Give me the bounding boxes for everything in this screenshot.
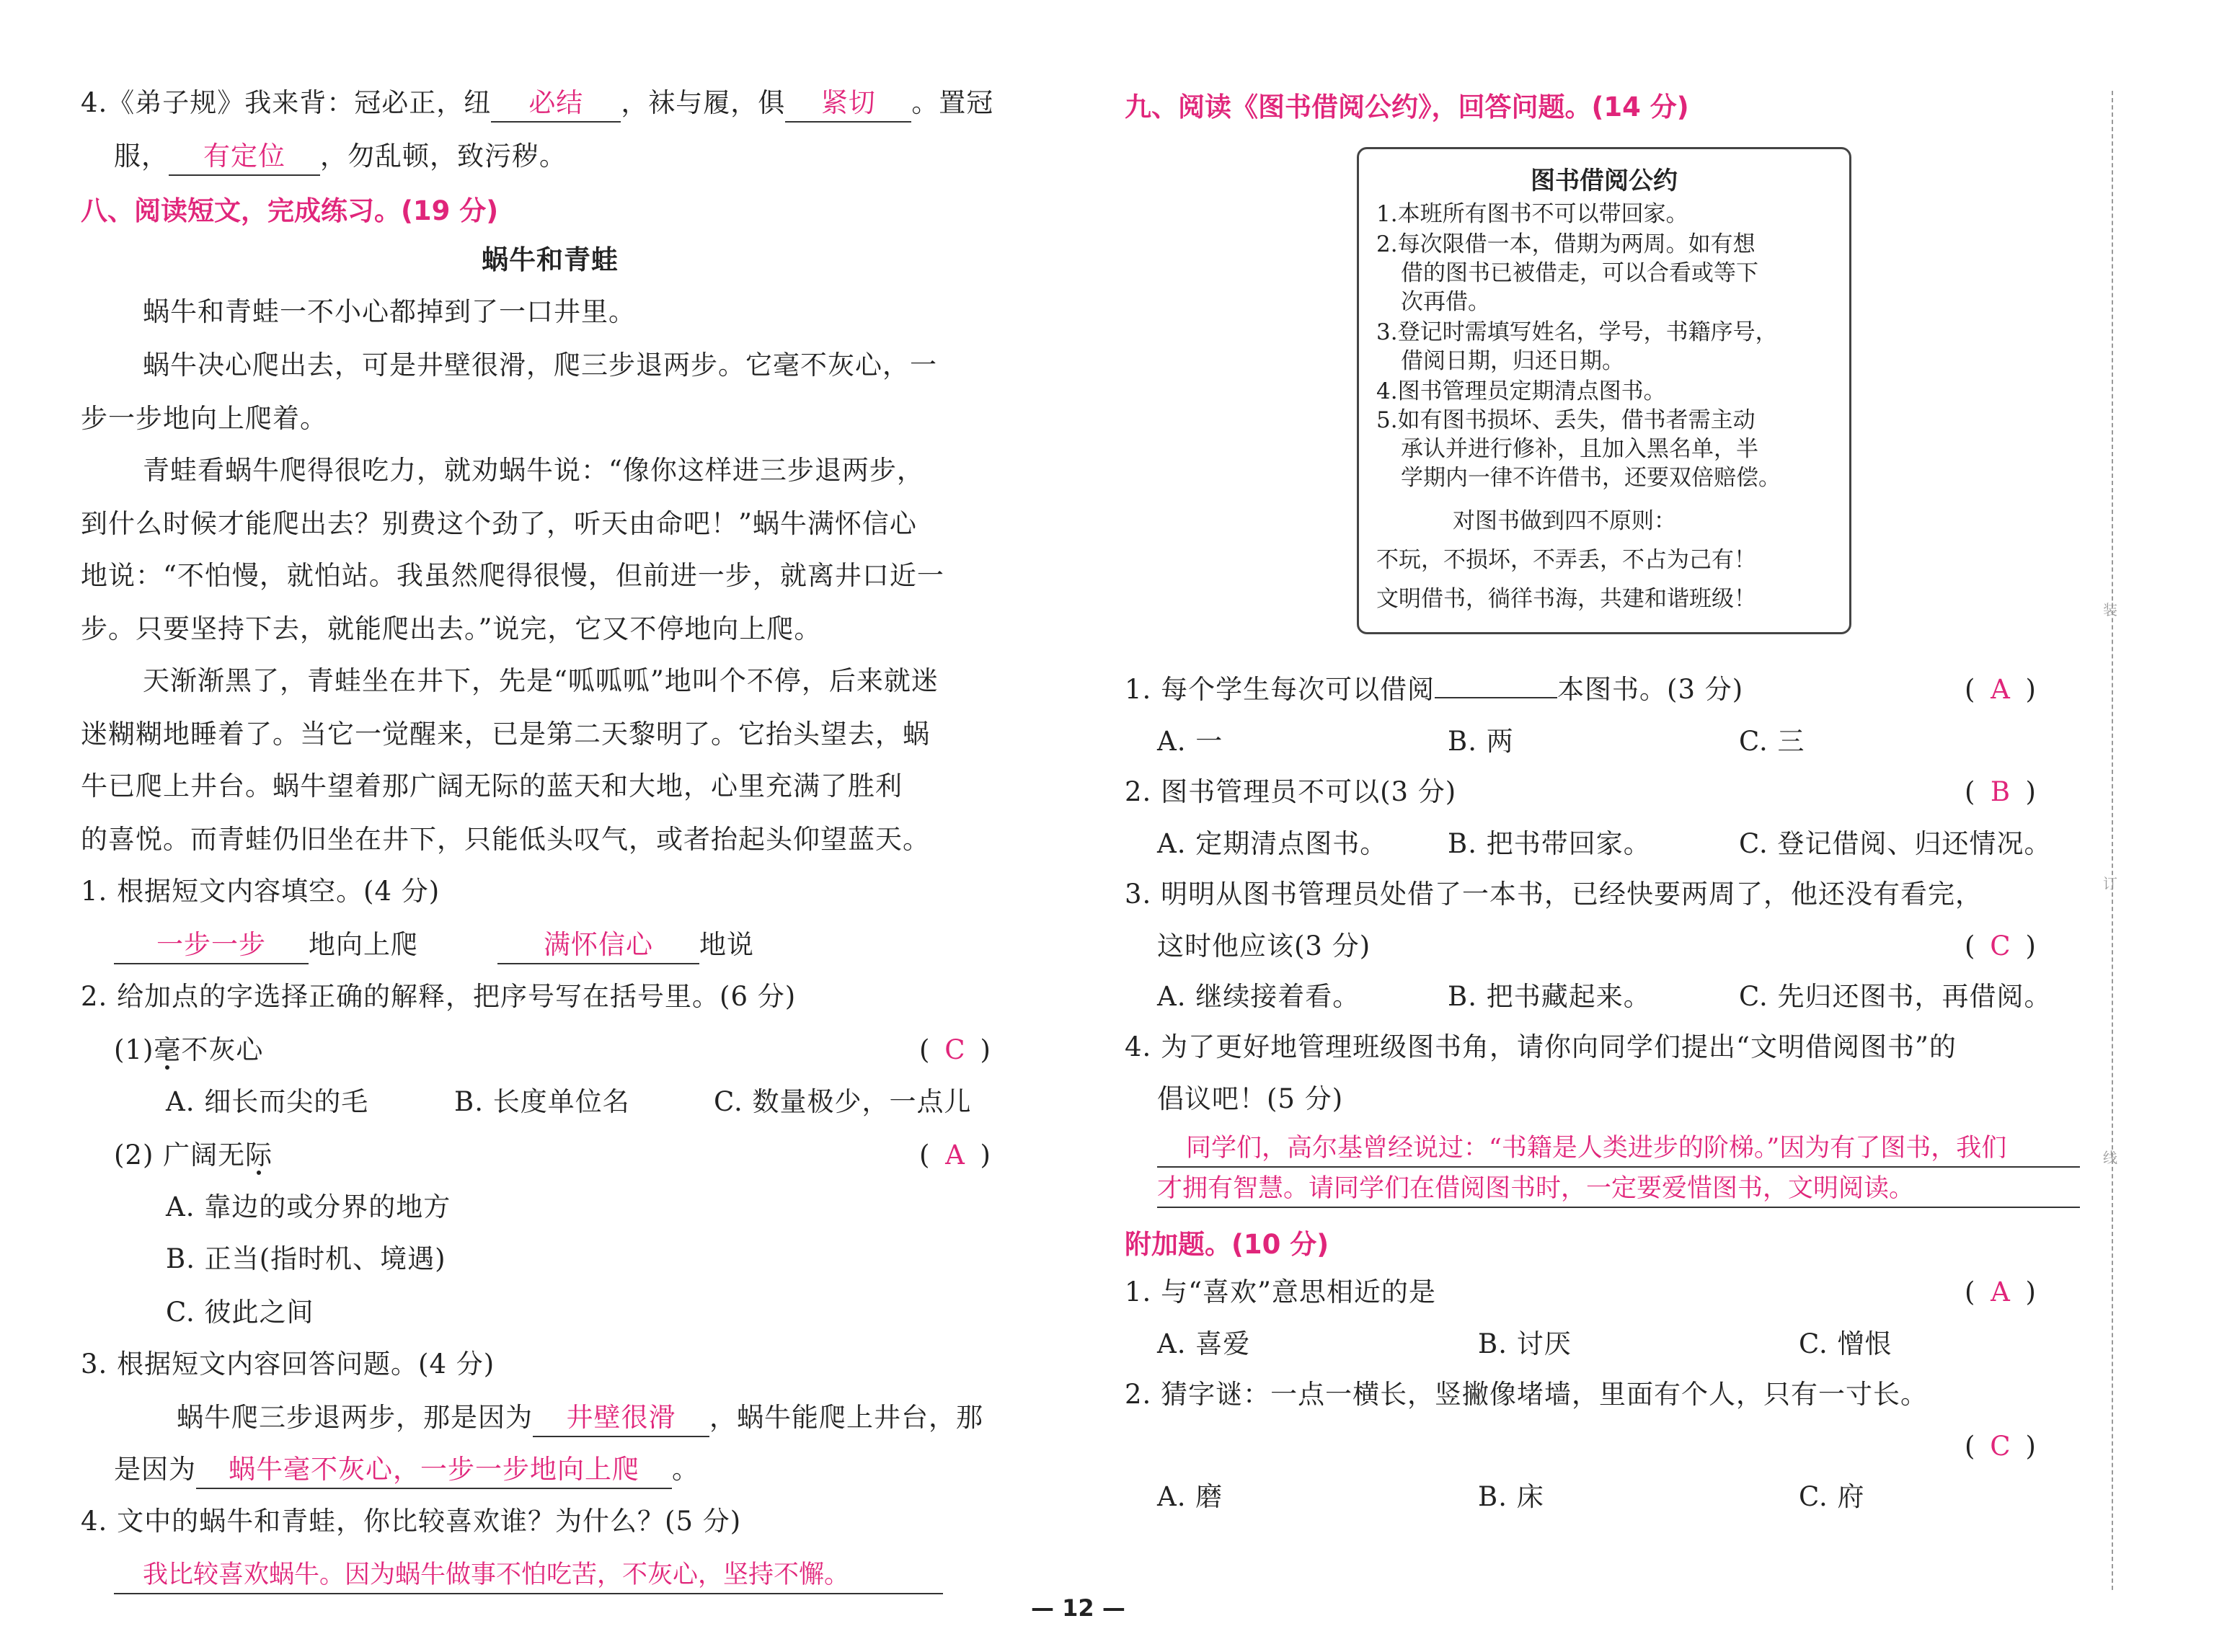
box-line: 5.如有图书损坏、丢失，借书者需主动 bbox=[1376, 407, 1756, 433]
box-line: 2.每次限借一本，借期为两周。如有想 bbox=[1376, 231, 1756, 257]
option: C. 登记借阅、归还情况。 bbox=[1739, 828, 2052, 859]
s8-q3-text: ，蜗牛能爬上井台，那 bbox=[709, 1402, 983, 1433]
q4-rhyme-line1 bbox=[81, 85, 993, 123]
option: B. 正当(指时机、境遇) bbox=[166, 1243, 446, 1274]
s9-q3-prompt-line1: 3. 明明从图书管理员处借了一本书，已经快要两周了，他还没有看完， bbox=[1125, 879, 1983, 910]
s8-q1-blank1[interactable]: 一步一步 bbox=[114, 927, 309, 964]
box-line: 承认并进行修补，且加入黑名单，半 bbox=[1401, 436, 1758, 462]
sub-label: (2) 广阔无 bbox=[114, 1140, 246, 1171]
cut-mark: 装 bbox=[2103, 601, 2117, 618]
s8-q1-answers bbox=[114, 927, 754, 964]
s9-q3-prompt-line2: 这时他应该(3 分) bbox=[1157, 931, 1371, 962]
s9-q1-text: 1. 每个学生每次可以借阅 bbox=[1125, 674, 1435, 705]
s8-q1-text: 地向上爬 bbox=[309, 929, 418, 960]
s9-q4-prompt-line2: 倡议吧！(5 分) bbox=[1157, 1083, 1344, 1114]
story-paragraph: 青蛙看蜗牛爬得很吃力，就劝蜗牛说：“像你这样进三步退两步， bbox=[143, 455, 924, 486]
box-line: 3.登记时需填写姓名，学号，书籍序号， bbox=[1376, 319, 1778, 345]
s8-q4-prompt: 4. 文中的蜗牛和青蛙，你比较喜欢谁？为什么？(5 分) bbox=[81, 1506, 742, 1537]
s8-q3-line2 bbox=[114, 1452, 699, 1489]
s8-q4-answer[interactable]: 我比较喜欢蜗牛。因为蜗牛做事不怕吃苦，不灰心，坚持不懈。 bbox=[114, 1557, 943, 1594]
q4-rhyme-text: 4.《弟子规》我来背：冠必正，纽 bbox=[81, 87, 492, 118]
s8-q3-line1 bbox=[177, 1400, 983, 1437]
story-paragraph: 蜗牛决心爬出去，可是井壁很滑，爬三步退两步。它毫不灰心，一 bbox=[143, 350, 937, 381]
option: C. 府 bbox=[1799, 1481, 1865, 1512]
bonus-q1-paren: ( A ) bbox=[1965, 1274, 2036, 1310]
option: B. 把书带回家。 bbox=[1448, 828, 1651, 859]
option: C. 彼此之间 bbox=[166, 1297, 314, 1328]
q4-rhyme-text: ，勿乱顿，致污秽。 bbox=[320, 141, 567, 172]
q4-rhyme-text: 服， bbox=[114, 141, 169, 172]
option: C. 数量极少，一点儿 bbox=[714, 1086, 972, 1117]
q4-rhyme-text: ，袜与履，俱 bbox=[621, 87, 786, 118]
s9-q4-answer-line1[interactable]: 同学们，高尔基曾经说过：“书籍是人类进步的阶梯。”因为有了图书，我们 bbox=[1157, 1130, 2080, 1168]
cut-mark: 线 bbox=[2103, 1149, 2117, 1166]
option: B. 两 bbox=[1448, 726, 1514, 757]
story-paragraph: 牛已爬上井台。蜗牛望着那广阔无际的蓝天和大地，心里充满了胜利 bbox=[81, 771, 903, 801]
story-title: 蜗牛和青蛙 bbox=[482, 244, 619, 275]
answer-slot[interactable]: A bbox=[1991, 1276, 2010, 1307]
bonus-q2-prompt: 2. 猜字谜：一点一横长，竖撇像堵墙，里面有个人，只有一寸长。 bbox=[1125, 1379, 1929, 1410]
option: B. 讨厌 bbox=[1478, 1328, 1572, 1359]
box-line: 借阅日期，归还日期。 bbox=[1401, 348, 1624, 374]
box-line: 1.本班所有图书不可以带回家。 bbox=[1376, 201, 1688, 227]
s8-q3-text: 蜗牛爬三步退两步，那是因为 bbox=[177, 1402, 533, 1433]
story-paragraph: 到什么时候才能爬出去？别费这个劲了，听天由命吧！”蜗牛满怀信心 bbox=[81, 508, 917, 539]
box-title: 图书借阅公约 bbox=[1531, 166, 1678, 195]
s9-q3-paren: ( C ) bbox=[1965, 928, 2036, 964]
box-line: 次再借。 bbox=[1401, 289, 1490, 315]
answer-slot[interactable]: C bbox=[1990, 931, 2011, 962]
cut-mark: 订 bbox=[2103, 875, 2117, 892]
q4-rhyme-text: 。置冠 bbox=[911, 87, 994, 118]
page-number: — 12 — bbox=[1031, 1594, 1125, 1622]
story-paragraph: 天渐渐黑了，青蛙坐在井下，先是“呱呱呱”地叫个不停，后来就迷 bbox=[143, 665, 939, 696]
q4-rhyme-blank1[interactable]: 必结 bbox=[491, 85, 621, 123]
s9-q2-paren: ( B ) bbox=[1965, 774, 2036, 810]
bonus-q2-paren: ( C ) bbox=[1965, 1429, 2036, 1465]
s8-q3-blank1[interactable]: 井壁很滑 bbox=[533, 1400, 709, 1437]
dotted-char: 毫 bbox=[154, 1034, 182, 1065]
option: A. 靠边的或分界的地方 bbox=[166, 1191, 451, 1222]
option: A. 一 bbox=[1157, 726, 1223, 757]
s8-q1-blank2[interactable]: 满怀信心 bbox=[497, 927, 699, 964]
option: A. 喜爱 bbox=[1157, 1328, 1251, 1359]
s8-q2-sub1-label bbox=[114, 1032, 263, 1068]
option: B. 把书藏起来。 bbox=[1448, 981, 1651, 1012]
section9-heading: 九、阅读《图书借阅公约》，回答问题。(14 分) bbox=[1125, 92, 1689, 123]
s9-q1-prompt bbox=[1125, 672, 1743, 708]
option: A. 定期清点图书。 bbox=[1157, 828, 1388, 859]
library-rules-box bbox=[1357, 147, 1851, 634]
story-paragraph: 迷糊糊地睡着了。当它一觉醒来，已是第二天黎明了。它抬头望去，蜗 bbox=[81, 719, 930, 750]
answer-slot[interactable]: C bbox=[1990, 1431, 2011, 1462]
option: C. 先归还图书，再借阅。 bbox=[1739, 981, 2052, 1012]
dotted-char: 际 bbox=[245, 1140, 273, 1171]
binding-cut-line bbox=[2112, 91, 2113, 1590]
option: C. 憎恨 bbox=[1799, 1328, 1892, 1359]
answer-slot[interactable]: C bbox=[944, 1034, 965, 1065]
s8-q2-prompt: 2. 给加点的字选择正确的解释，把序号写在括号里。(6 分) bbox=[81, 981, 797, 1012]
q4-rhyme-blank3[interactable]: 有定位 bbox=[169, 138, 320, 176]
section8-heading: 八、阅读短文，完成练习。(19 分) bbox=[81, 195, 499, 226]
option: B. 长度单位名 bbox=[454, 1086, 630, 1117]
option: A. 细长而尖的毛 bbox=[166, 1086, 369, 1117]
s8-q3-prompt: 3. 根据短文内容回答问题。(4 分) bbox=[81, 1349, 495, 1380]
story-paragraph: 步一步地向上爬着。 bbox=[81, 403, 327, 434]
s8-q3-text: 是因为 bbox=[114, 1454, 196, 1485]
s9-q4-answer-line2[interactable]: 才拥有智慧。请同学们在借阅图书时，一定要爱惜图书，文明阅读。 bbox=[1157, 1171, 2080, 1208]
story-paragraph: 蜗牛和青蛙一不小心都掉到了一口井里。 bbox=[143, 296, 636, 327]
q4-rhyme-line2 bbox=[114, 138, 567, 176]
option: B. 床 bbox=[1478, 1481, 1544, 1512]
bonus-heading: 附加题。(10 分) bbox=[1125, 1229, 1329, 1260]
answer-slot[interactable]: A bbox=[945, 1140, 965, 1171]
box-line: 4.图书管理员定期清点图书。 bbox=[1376, 378, 1666, 404]
sub-label: 不灰心 bbox=[181, 1034, 264, 1065]
box-line: 不玩，不损坏，不弄丢，不占为己有！ bbox=[1376, 547, 1756, 573]
s9-q1-blank[interactable] bbox=[1435, 697, 1557, 698]
option: A. 磨 bbox=[1157, 1481, 1223, 1512]
s9-q1-paren: ( A ) bbox=[1965, 672, 2036, 708]
answer-slot[interactable]: A bbox=[1991, 674, 2010, 705]
box-line: 文明借书，徜徉书海，共建和谐班级！ bbox=[1376, 586, 1756, 612]
s9-q2-prompt: 2. 图书管理员不可以(3 分) bbox=[1125, 776, 1457, 807]
s8-q1-text: 地说 bbox=[699, 929, 754, 960]
s8-q3-blank2[interactable]: 蜗牛毫不灰心，一步一步地向上爬 bbox=[196, 1452, 672, 1489]
s8-q2-sub1-paren: ( C ) bbox=[919, 1032, 991, 1068]
story-paragraph: 地说：“不怕慢，就怕站。我虽然爬得很慢，但前进一步，就离井口近一 bbox=[81, 560, 944, 591]
option: C. 三 bbox=[1739, 726, 1805, 757]
story-paragraph: 的喜悦。而青蛙仍旧坐在井下，只能低头叹气，或者抬起头仰望蓝天。 bbox=[81, 824, 930, 855]
option: A. 继续接着看。 bbox=[1157, 981, 1360, 1012]
s9-q4-prompt-line1: 4. 为了更好地管理班级图书角，请你向同学们提出“文明借阅图书”的 bbox=[1125, 1031, 1957, 1062]
box-line: 借的图书已被借走，可以合看或等下 bbox=[1401, 260, 1758, 286]
s8-q2-sub2-paren: ( A ) bbox=[919, 1137, 991, 1173]
s9-q1-text: 本图书。(3 分) bbox=[1557, 674, 1744, 705]
story-paragraph: 步。只要坚持下去，就能爬出去。”说完，它又不停地向上爬。 bbox=[81, 613, 822, 644]
box-line: 对图书做到四不原则： bbox=[1453, 508, 1676, 534]
bonus-q1-prompt: 1. 与“喜欢”意思相近的是 bbox=[1125, 1276, 1436, 1307]
s8-q3-text: 。 bbox=[672, 1454, 699, 1485]
answer-slot[interactable]: B bbox=[1990, 776, 2011, 807]
box-line: 学期内一律不许借书，还要双倍赔偿。 bbox=[1401, 465, 1781, 491]
s8-q1-prompt: 1. 根据短文内容填空。(4 分) bbox=[81, 876, 440, 907]
q4-rhyme-blank2[interactable]: 紧切 bbox=[785, 85, 911, 123]
s8-q2-sub2-label bbox=[114, 1137, 273, 1173]
sub-label: (1) bbox=[114, 1034, 154, 1065]
